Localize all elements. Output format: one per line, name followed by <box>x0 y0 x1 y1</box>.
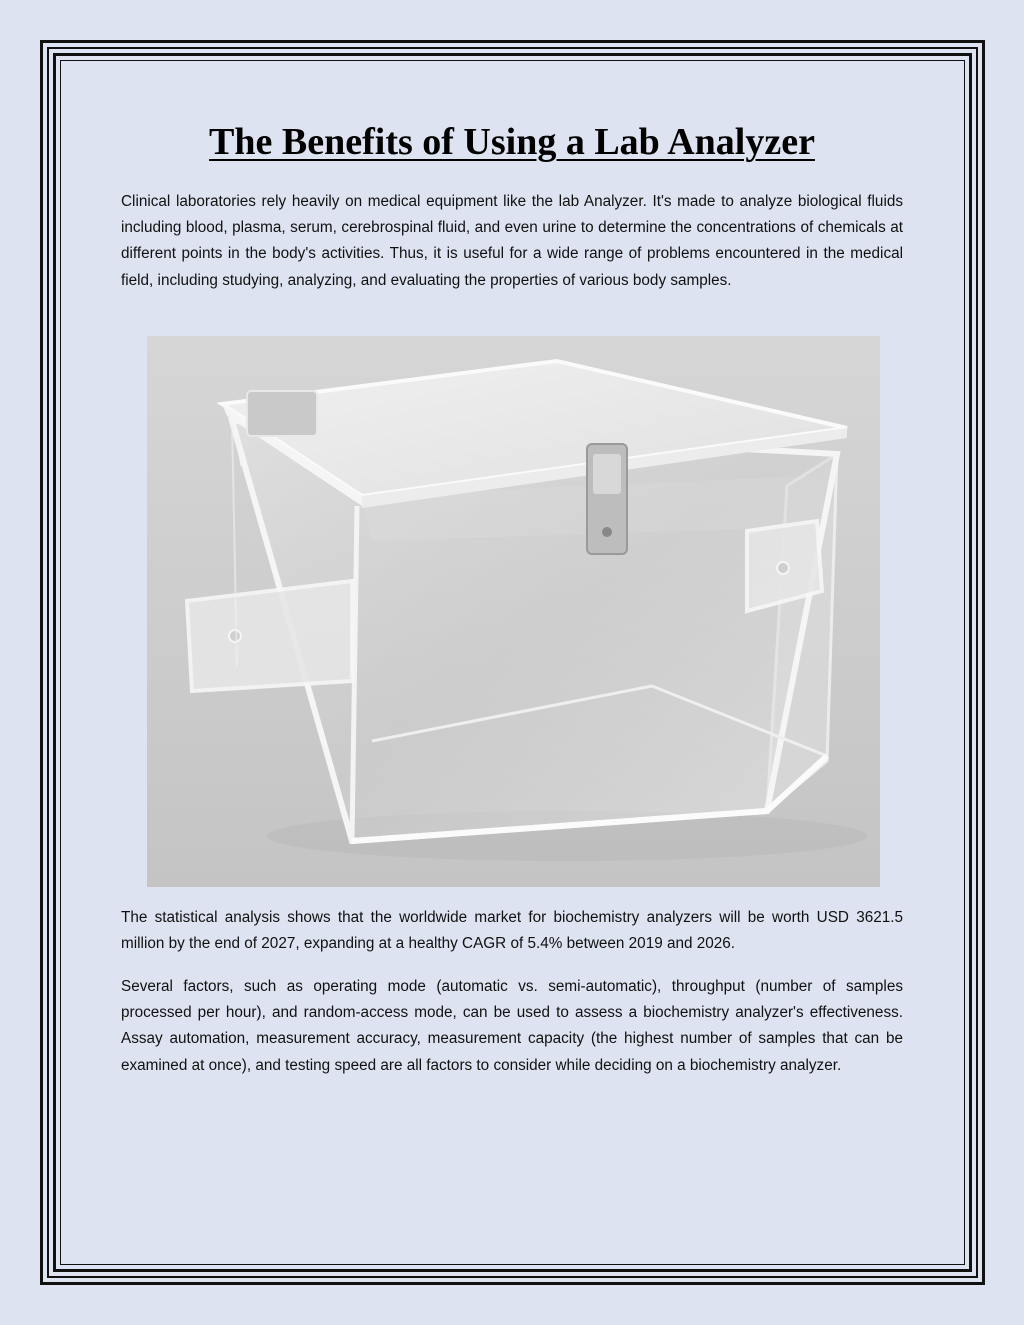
page-title: The Benefits of Using a Lab Analyzer <box>209 121 815 163</box>
intro-paragraph: Clinical laboratories rely heavily on medical equipment like the lab Analyzer. It's made to analyze biological fluids including blood, plasma, serum, cerebrospinal fluid, and even urine to determine the concentrations of chemicals at different points in the body's activities. Thus, it is useful for a wide range of problems encountered in the medical field, including studying, analyzing, and evaluating the properties of various body samples. <box>121 193 903 289</box>
acrylic-box-illustration <box>147 336 880 887</box>
acrylic-box-photo <box>147 336 880 887</box>
market-paragraph: The statistical analysis shows that the worldwide market for biochemistry analyzers will be worth USD 3621.5 million by the end of 2027, expanding at a healthy CAGR of 5.4% between 2019 and 2026. <box>121 909 903 953</box>
factors-paragraph: Several factors, such as operating mode (automatic vs. semi-automatic), throughput (number of samples processed per hour), and random-access mode, can be used to assess a biochemistry analyzer's effectiveness. Assay automation, measurement accuracy, measurement capacity (the highest number of samples that can be examined at once), and testing speed are all factors to consider while deciding on a biochemistry analyzer. <box>121 978 903 1074</box>
